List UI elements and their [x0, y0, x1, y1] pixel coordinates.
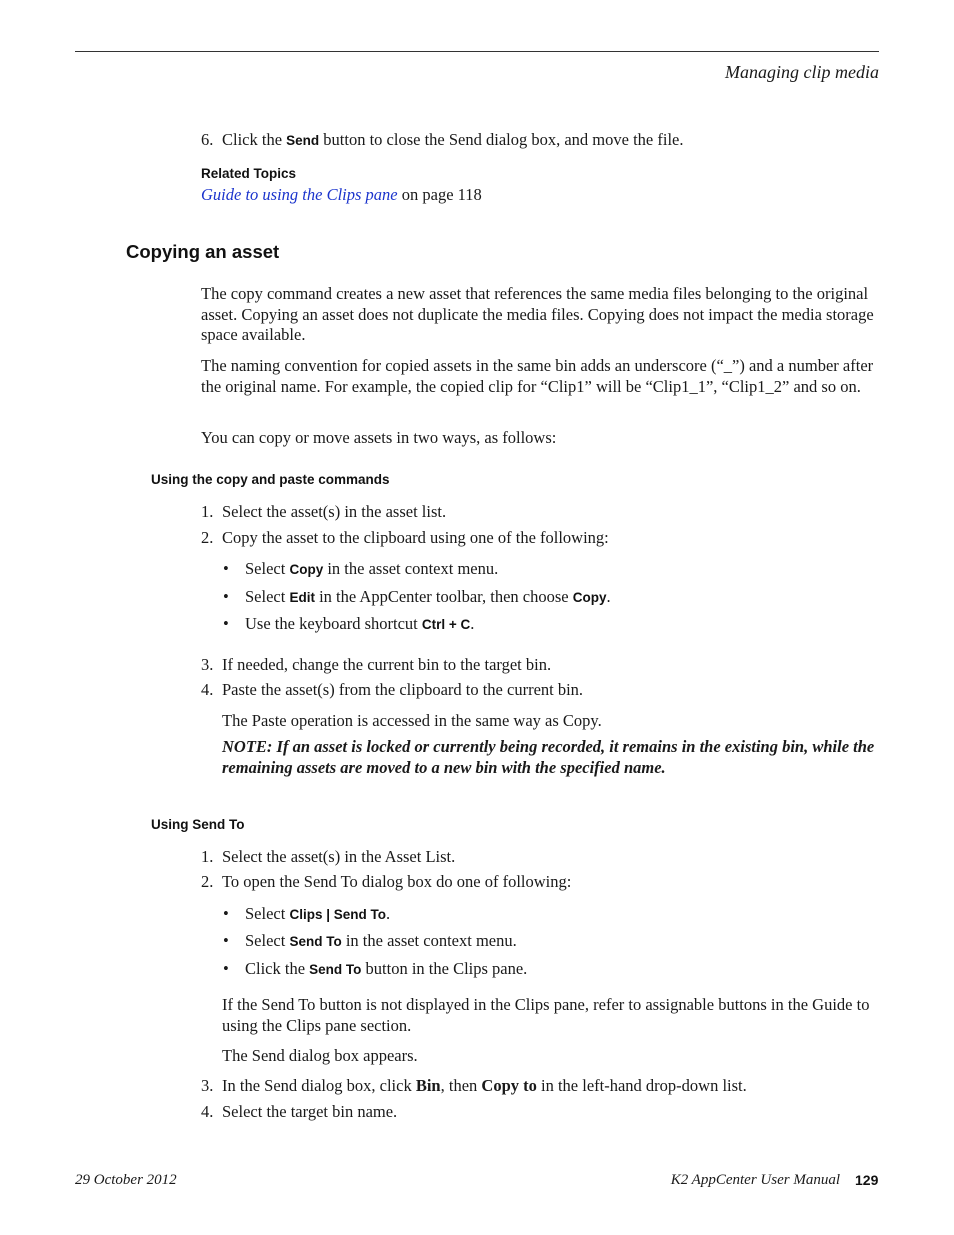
send-button-label: Send — [286, 133, 320, 148]
copy-step-2: 2. Copy the asset to the clipboard using one of the following: — [201, 528, 609, 547]
paste-detail: The Paste operation is accessed in the same way as Copy. — [222, 711, 602, 730]
clips-pane-guide-link[interactable]: Guide to using the Clips pane — [201, 185, 398, 204]
copy-bullet-1: • Select Copy in the asset context menu. — [223, 559, 499, 578]
send-step-4: 4. Select the target bin name. — [201, 1102, 398, 1121]
step-number: 6. — [201, 130, 214, 149]
copy-command-label: Copy — [572, 590, 607, 605]
header-rule — [75, 51, 879, 52]
bin-option-label: Bin — [415, 1076, 441, 1095]
locked-asset-note: NOTE: If an asset is locked or currently being recorded, it remains in the existing bin, while the remaining assets are moved to a new bin with the specified name. — [222, 737, 875, 777]
methods-paragraph: You can copy or move assets in two ways, as follows: — [201, 428, 557, 447]
send-step-3: 3. In the Send dialog box, click Bin, then Copy to in the left-hand drop-down list. — [201, 1076, 747, 1095]
naming-paragraph: The naming convention for copied assets in the same bin adds an underscore (“_”) and a number after the original name. For example, the copied clip for “Clip1” will be “Clip1_1”, “Clip1_2” and so on. — [201, 356, 874, 396]
send-to-command-label: Send To — [289, 934, 342, 949]
document-page: Managing clip media 6. Click the Send button to close the Send dialog box, and move the file. Related Topics Guide to using the Clips pane on page 118 Copying an asset The copy command creates a new asset that references the same media files belonging to the original asset. Copying an asset does not duplicate the media files. Copying does not impact the media storage space available. The naming convention for copied assets in the same bin adds an underscore (“_”) and a number after the original name. For example, the copied clip for “Clip1” will be “Clip1_1”, “Clip1_2” and so on. You can copy or move assets in two ways, as follows: Using the copy and paste commands 1. Select the asset(s) in the asset list. 2. Copy the asset to the clipboard using one of the following: • Select Copy in the asset context menu. • Select Edit in the AppCenter toolbar, then choose Copy. • Use the keyboard shortcut Ctrl + C. 3. If needed, change the current bin to the target bin. 4. Paste the asset(s) from the clipboard to the current bin. The Paste operation is accessed in the same way as Copy. NOTE: If an asset is locked or currently being recorded, it remains in the existing bin, while the remaining assets are moved to a new bin with the specified name. Using Send To 1. Select the asset(s) in the Asset List. 2. To open the Send To dialog box do one of following: • Select Clips | Send To. • Select Send To in the asset context menu. • Click the Send To button in the Clips pane. If the Send To button is not displayed in the Clips pane, refer to assignable buttons in the Guide to using the Clips pane section. The Send dialog box appears. 3. In the Send dialog box, click Bin, then Copy to in the left-hand drop-down list. 4. Select the target bin name. 29 October 2012 K2 AppCenter User Manual 129 — [0, 0, 954, 1235]
send-to-button-label: Send To — [309, 962, 362, 977]
section-heading: Copying an asset — [126, 241, 280, 262]
send-step-1: 1. Select the asset(s) in the Asset List. — [201, 847, 456, 866]
edit-command-label: Edit — [289, 590, 315, 605]
clips-send-to-menu-path: Clips | Send To — [289, 907, 386, 922]
dialog-appears-paragraph: The Send dialog box appears. — [222, 1046, 418, 1065]
shortcut-label: Ctrl + C — [421, 617, 471, 632]
copy-step-1: 1. Select the asset(s) in the asset list. — [201, 502, 447, 521]
related-topic-item: Guide to using the Clips pane on page 118 — [201, 185, 482, 204]
send-step-2: 2. To open the Send To dialog box do one of following: — [201, 872, 572, 891]
send-bullet-1: • Select Clips | Send To. — [223, 904, 391, 923]
copy-command-label: Copy — [289, 562, 324, 577]
intro-paragraph: The copy command creates a new asset that references the same media files belonging to the original asset. Copying an asset does not duplicate the media files. Copying does not impact the media storage space available. — [201, 284, 874, 344]
running-header: Managing clip media — [725, 62, 879, 82]
send-to-heading: Using Send To — [151, 817, 245, 832]
copy-to-option-label: Copy to — [481, 1076, 537, 1095]
copy-paste-heading: Using the copy and paste commands — [151, 472, 390, 487]
send-bullet-3: • Click the Send To button in the Clips pane. — [223, 959, 528, 978]
copy-bullet-3: • Use the keyboard shortcut Ctrl + C. — [223, 614, 475, 633]
copy-bullet-2: • Select Edit in the AppCenter toolbar, then choose Copy. — [223, 587, 611, 606]
send-bullet-2: • Select Send To in the asset context menu. — [223, 931, 517, 950]
send-to-button-paragraph: If the Send To button is not displayed in the Clips pane, refer to assignable buttons in the Guide to using the Clips pane section. — [222, 995, 870, 1035]
copy-step-3: 3. If needed, change the current bin to the target bin. — [201, 655, 552, 674]
footer-date: 29 October 2012 — [75, 1172, 177, 1188]
footer-manual-title: K2 AppCenter User Manual — [670, 1172, 840, 1188]
related-topics-heading: Related Topics — [201, 166, 297, 181]
copy-step-4: 4. Paste the asset(s) from the clipboard to the current bin. — [201, 680, 584, 699]
page-number: 129 — [855, 1172, 879, 1188]
